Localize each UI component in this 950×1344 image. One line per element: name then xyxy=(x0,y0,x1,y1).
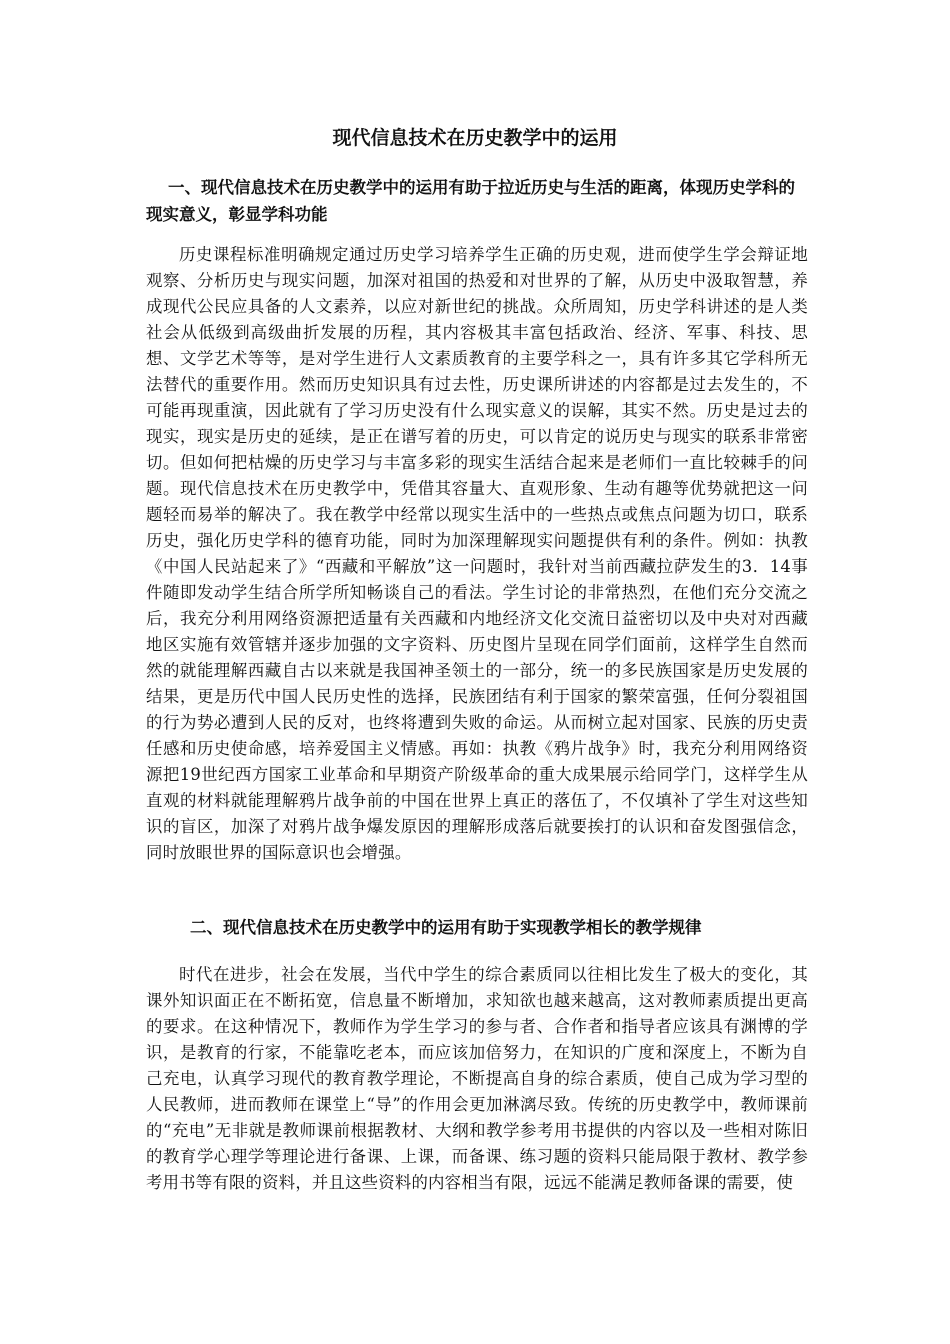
section-1-heading: 一、现代信息技术在历史教学中的运用有助于拉近历史与生活的距离，体现历史学科的现实意义，彰显学科功能 xyxy=(146,178,795,224)
section-2-heading: 二、现代信息技术在历史教学中的运用有助于实现教学相长的教学规律 xyxy=(190,918,702,937)
section-1-paragraph: 历史课程标准明确规定通过历史学习培养学生正确的历史观，进而使学生学会辩证地观察、分析历史与现实问题，加深对祖国的热爱和对世界的了解，从历史中汲取智慧，养成现代公民应具备的人文素养，以应对新世纪的挑战。众所周知，历史学科讲述的是人类社会从低级到高级曲折发展的历程，其内容极其丰富包括政治、经济、军事、科技、思想、文学艺术等等，是对学生进行人文素质教育的主要学科之一，具有许多其它学科所无法替代的重要作用。然而历史知识具有过去性，历史课所讲述的内容都是过去发生的，不可能再现重演，因此就有了学习历史没有什么现实意义的误解，其实不然。历史是过去的现实，现实是历史的延续，是正在谱写着的历史，可以肯定的说历史与现实的联系非常密切。但如何把枯燥的历史学习与丰富多彩的现实生活结合起来是老师们一直比较棘手的问题。现代信息技术在历史教学中，凭借其容量大、直观形象、生动有趣等优势就把这一问题轻而易举的解决了。我在教学中经常以现实生活中的一些热点或焦点问题为切口，联系历史，强化历史学科的德育功能，同时为加深理解现实问题提供有利的条件。例如：执教《中国人民站起来了》“西藏和平解放”这一问题时，我针对当前西藏拉萨发生的3．14事件随即发动学生结合所学所知畅谈自己的看法。学生讨论的非常热烈，在他们充分交流之后，我充分利用网络资源把适量有关西藏和内地经济文化交流日益密切以及中央对对西藏地区实施有效管辖并逐步加强的文字资料、历史图片呈现在同学们面前，这样学生自然而然的就能理解西藏自古以来就是我国神圣领土的一部分，统一的多民族国家是历史发展的结果，更是历代中国人民历史性的选择，民族团结有利于国家的繁荣富强，任何分裂祖国的行为势必遭到人民的反对，也终将遭到失败的命运。从而树立起对国家、民族的历史责任感和历史使命感，培养爱国主义情感。再如：执教《鸦片战争》时，我充分利用网络资源把19世纪西方国家工业革命和早期资产阶级革命的重大成果展示给同学门，这样学生从直观的材料就能理解鸦片战争前的中国在世界上真正的落伍了，不仅填补了学生对这些知识的盲区，加深了对鸦片战争爆发原因的理解形成落后就要挨打的认识和奋发图强信念，同时放眼世界的国际意识也会增强。 xyxy=(146,245,808,862)
section-2-paragraph: 时代在进步，社会在发展，当代中学生的综合素质同以往相比发生了极大的变化，其课外知识面正在不断拓宽，信息量不断增加，求知欲也越来越高，这对教师素质提出更高的要求。在这种情况下，教师作为学生学习的参与者、合作者和指导者应该具有渊博的学识，是教育的行家，不能靠吃老本，而应该加倍努力，在知识的广度和深度上，不断为自己充电，认真学习现代的教育教学理论，不断提高自身的综合素质，使自己成为学习型的人民教师，进而教师在课堂上“导”的作用会更加淋漓尽致。传统的历史教学中，教师课前的“充电”无非就是教师课前根据教材、大纲和教学参考用书提供的内容以及一些相对陈旧的教育学心理学等理论进行备课、上课，而备课、练习题的资料只能局限于教材、教学参考用书等有限的资料，并且这些资料的内容相当有限，远远不能满足教师备课的需要，使 xyxy=(146,965,808,1192)
document-title: 现代信息技术在历史教学中的运用 xyxy=(332,127,618,149)
